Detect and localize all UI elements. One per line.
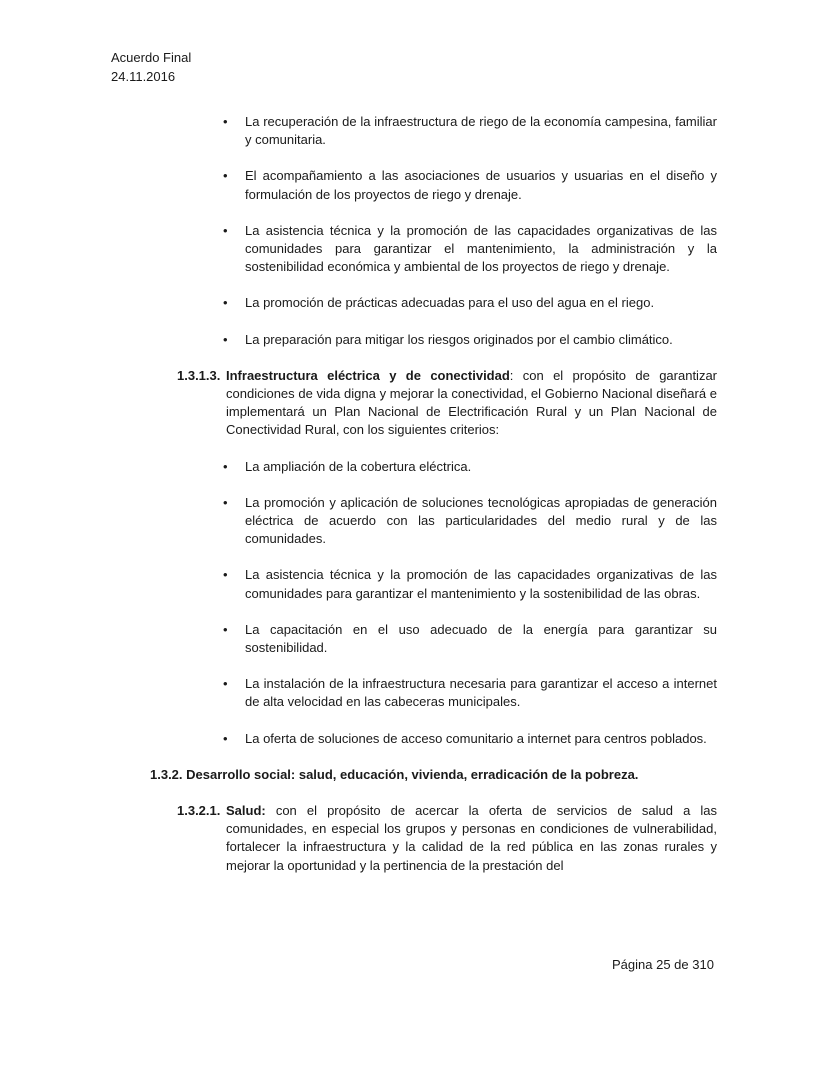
section-title: Salud: — [226, 803, 266, 819]
list-item: • La oferta de soluciones de acceso comunitario a internet para centros poblados. — [245, 730, 717, 748]
section-number: 1.3.1.3. — [177, 367, 221, 383]
page-content — [0, 113, 828, 893]
section-heading-1-3-2: 1.3.2. Desarrollo social: salud, educación, vivienda, erradicación de la pobreza. — [150, 766, 639, 782]
document-title: Acuerdo Final — [111, 50, 192, 65]
list-item: • La ampliación de la cobertura eléctrica. — [245, 458, 717, 476]
bullet-icon: • — [223, 730, 228, 746]
bullet-icon: • — [223, 676, 228, 692]
section-body — [226, 802, 717, 875]
list-item: • La capacitación en el uso adecuado de la energía para garantizar su sostenibilidad. — [223, 621, 717, 656]
list-item: • El acompañamiento a las asociaciones de usuarios y usuarias en el diseño y formulación de los proyectos de riego y drenaje. — [223, 168, 717, 202]
bullet-icon: • — [223, 567, 228, 583]
section-text: con el propósito de acercar la oferta de servicios de salud a las comunidades, en especial los grupos y personas en condiciones de vulnerabilidad, fortalecer la infraestructura y la calidad de la red pública en las zonas rurales y mejorar la oportunidad y la pertinencia de la prestación del — [226, 803, 717, 873]
list-item: • La promoción de prácticas adecuadas para el uso del agua en el riego. — [245, 294, 717, 312]
page-number: Página 25 de 310 — [612, 957, 714, 972]
section-number: 1.3.2.1. — [177, 803, 221, 819]
list-item: • La instalación de la infraestructura necesaria para garantizar el acceso a internet de alta velocidad en las cabeceras municipales. — [223, 676, 717, 710]
section-title: Infraestructura eléctrica y de conectividad — [226, 367, 510, 383]
list-item: • La asistencia técnica y la promoción de las capacidades organizativas de las comunidades para garantizar el mantenimiento, la administración y la sostenibilidad económica y ambiental de los proyectos de riego y drenaje. — [223, 222, 717, 275]
section-1-3-2-1 — [0, 802, 828, 875]
bullet-icon: • — [223, 114, 228, 129]
list-item: • La asistencia técnica y la promoción de las capacidades organizativas de las comunidades para garantizar el mantenimiento y la sostenibilidad de las obras. — [223, 567, 717, 601]
bullet-icon: • — [223, 494, 228, 510]
bullet-icon: • — [223, 222, 228, 238]
section-body — [226, 367, 717, 440]
bullet-icon: • — [223, 621, 228, 637]
list-item: • La recuperación de la infraestructura de riego de la economía campesina, familiar y comunitaria. — [223, 114, 717, 148]
document-header — [111, 48, 411, 86]
bullet-icon: • — [223, 168, 228, 184]
list-item: • La promoción y aplicación de soluciones tecnológicas apropiadas de generación eléctrica de acuerdo con las particularidades del medio rural y de las comunidades. — [223, 494, 717, 547]
electric-bullet-list — [0, 458, 828, 748]
irrigation-bullet-list — [0, 113, 828, 349]
bullet-icon: • — [223, 331, 228, 347]
list-item: • La preparación para mitigar los riesgos originados por el cambio climático. — [245, 331, 717, 349]
section-1-3-1-3 — [0, 367, 828, 440]
document-date: 24.11.2016 — [111, 69, 176, 84]
section-text: : con el propósito de garantizar condiciones de vida digna y mejorar la conectividad, el Gobierno Nacional diseñará e implementará un Plan Nacional de Electrificación Rural y un Plan Nacional de Conectividad Rural, con los siguientes criterios: — [226, 367, 717, 438]
bullet-icon: • — [223, 295, 228, 311]
bullet-icon: • — [223, 458, 228, 474]
